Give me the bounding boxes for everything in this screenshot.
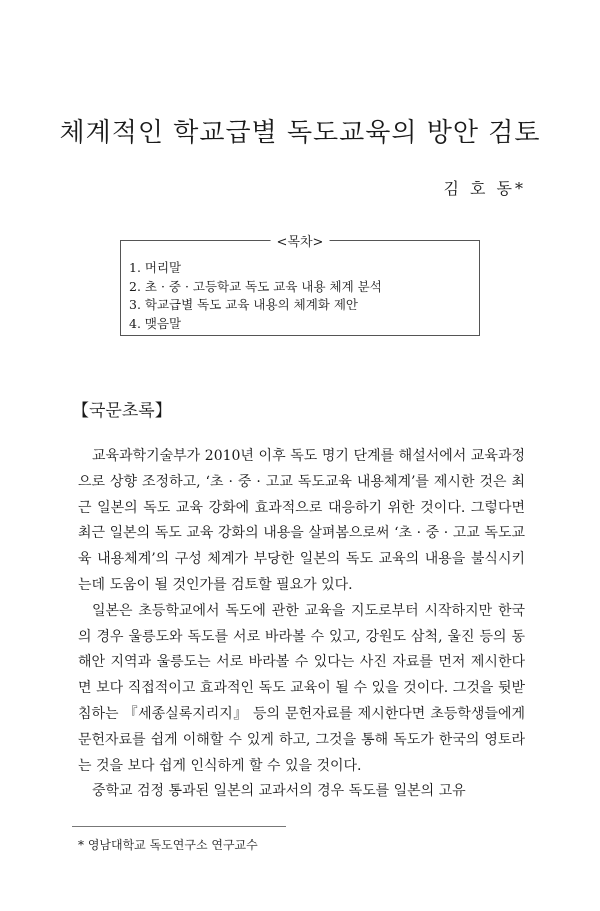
toc-item: 2. 초 · 중 · 고등학교 독도 교육 내용 체계 분석 [129, 278, 382, 294]
footnote: * 영남대학교 독도연구소 연구교수 [78, 838, 258, 852]
table-of-contents [120, 235, 480, 336]
abstract-heading: 【국문초록】 [72, 401, 172, 421]
author-name: 김 호 동* [443, 179, 526, 198]
toc-item: 3. 학교급별 독도 교육 내용의 체계화 제안 [129, 297, 358, 312]
paper-title: 체계적인 학교급별 독도교육의 방안 검토 [59, 118, 541, 148]
toc-list [129, 259, 382, 333]
toc-item: 1. 머리말 [129, 260, 182, 275]
abstract-body [78, 444, 525, 805]
footnote-divider [72, 826, 286, 827]
abstract-paragraph: 교육과학기술부가 2010년 이후 독도 명기 단계를 해설서에서 교육과정으로 상향 조정하고, ‘초 · 중 · 고교 독도교육 내용체계’를 제시한 것은 최근 일본의 독도 교육 강화에 효과적으로 대응하기 위한 것이다. 그렇다면 최근 일본의 독도 교육 강화의 내용을 살펴봄으로써 ‘초 · 중 · 고교 독도교육 내용체계’의 구성 체계가 부당한 일본의 독도 교육의 내용을 불식시키는데 도움이 될 것인가를 검토할 필요가 있다. [78, 448, 525, 593]
toc-item: 4. 맺음말 [129, 315, 182, 331]
abstract-paragraph: 일본은 초등학교에서 독도에 관한 교육을 지도로부터 시작하지만 한국의 경우 울릉도와 독도를 서로 바라볼 수 있고, 강원도 삼척, 울진 등의 동해안 지역과 울릉도는 서로 바라볼 수 있다는 사진 자료를 먼저 제시한다면 보다 직접적이고 효과적인 독도 교육이 될 수 있을 것이다. 그것을 뒷받침하는 『세종실록지리지』 등의 문헌자료를 제시한다면 초등학생들에게 문헌자료를 쉽게 이해할 수 있게 하고, 그것을 통해 독도가 한국의 영토라는 것을 보다 쉽게 인식하게 할 수 있을 것이다. [78, 602, 525, 774]
toc-heading: <목차> [271, 231, 330, 250]
abstract-paragraph: 중학교 검정 통과된 일본의 교과서의 경우 독도를 일본의 고유 [92, 783, 466, 800]
